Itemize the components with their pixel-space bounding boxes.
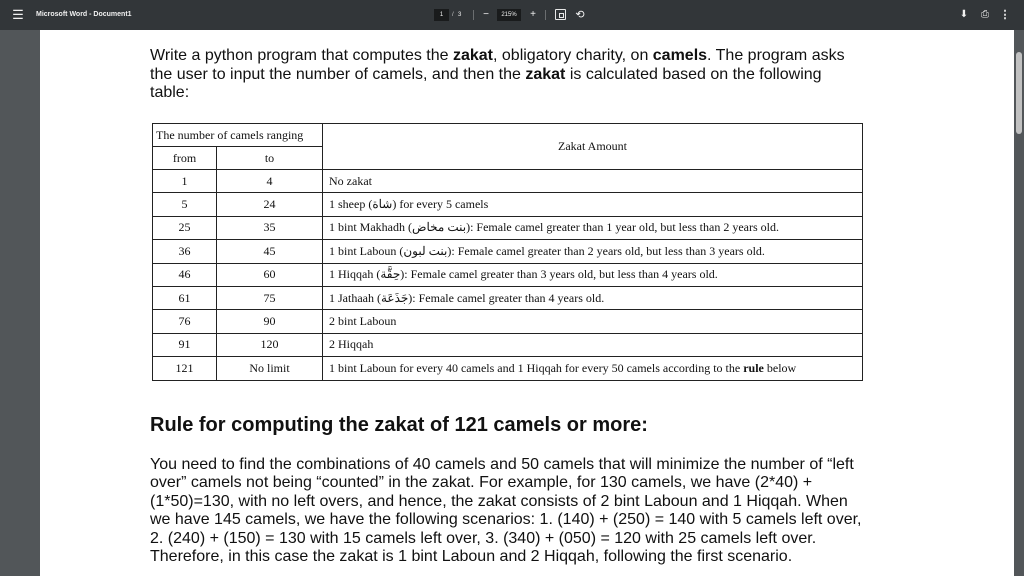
zoom-in-button[interactable]: + <box>530 9 536 20</box>
page-separator: / <box>452 12 454 18</box>
table-row <box>153 357 863 380</box>
download-icon[interactable]: ⬇ <box>959 9 969 20</box>
cell-amount: 1 bint Laboun (بنت لبون): Female camel greater than 2 years old, but less than 3 years old. <box>323 240 863 263</box>
cell-to: 4 <box>217 170 323 193</box>
more-vert-icon[interactable]: ⋮ <box>999 9 1011 21</box>
rotate-icon[interactable]: ⟲ <box>575 9 585 21</box>
cell-from: 5 <box>153 193 217 216</box>
cell-amount: 1 sheep (شاة) for every 5 camels <box>323 193 863 216</box>
cell-amount-text: 1 bint Laboun for every 40 camels and 1 Hiqqah for every 50 camels according to the <box>329 360 744 375</box>
zoom-level-input[interactable]: 215% <box>497 9 521 21</box>
table-row <box>153 193 863 216</box>
cell-to: 120 <box>217 333 323 356</box>
intro-text: Write a python program that computes the <box>150 47 453 64</box>
table-row <box>153 333 863 356</box>
pdf-toolbar <box>0 0 1024 30</box>
table-row <box>153 263 863 286</box>
intro-text: is calculated based on the following table: <box>150 65 822 101</box>
cell-amount-bold: rule <box>743 360 764 375</box>
cell-to: 90 <box>217 310 323 333</box>
page-total: 3 <box>458 12 462 18</box>
cell-from: 76 <box>153 310 217 333</box>
intro-bold: camels <box>652 47 708 64</box>
intro-text: . The program asks the user to input the number of camels, and then the <box>150 47 845 83</box>
cell-to: 75 <box>217 286 323 309</box>
rule-heading: Rule for computing the zakat of 121 camels or more: <box>150 414 648 436</box>
document-title: Microsoft Word - Document1 <box>36 11 132 18</box>
cell-amount-text: below <box>763 360 797 375</box>
table-row <box>153 170 863 193</box>
cell-to: 24 <box>217 193 323 216</box>
table-row <box>153 240 863 263</box>
cell-from: 121 <box>153 357 217 380</box>
intro-text: , obligatory charity, on <box>493 47 653 64</box>
cell-from: 61 <box>153 286 217 309</box>
header-from: from <box>153 147 217 170</box>
page-number-input[interactable]: 1 <box>434 9 449 21</box>
zakat-table <box>152 123 863 381</box>
header-to: to <box>217 147 323 170</box>
intro-bold: zakat <box>525 65 566 83</box>
intro-bold: zakat <box>452 47 493 64</box>
print-icon[interactable]: ⎙ <box>981 9 989 20</box>
header-amount: Zakat Amount <box>323 124 863 170</box>
cell-to: 60 <box>217 263 323 286</box>
cell-amount: 1 Hiqqah (حِقَّة): Female camel greater than 3 years old, but less than 4 years old. <box>323 263 863 286</box>
cell-amount: No zakat <box>323 170 863 193</box>
table-row <box>153 286 863 309</box>
rule-paragraph: You need to find the combinations of 40 camels and 50 camels that will minimize the number of “left over” camels not being “counted” in the zakat. For example, for 130 camels, we have (2*40) + (1*50)=130, with no left overs, and hence, the zakat consists of 2 bint Laboun and 1 Hiqqah. When we have 145 camels, we have the following scenarios: 1. (140) + (250) = 140 with 5 camels left over, 2. (240) + (150) = 130 with 15 camels left over, 3. (340) + (050) = 120 with 25 camels left over. Therefore, in this case the zakat is 1 bint Laboun and 2 Hiqqah, following the first scenario. <box>150 456 862 566</box>
cell-from: 36 <box>153 240 217 263</box>
cell-from: 46 <box>153 263 217 286</box>
zoom-out-button[interactable]: − <box>483 9 489 20</box>
intro-paragraph <box>150 47 860 103</box>
cell-to: No limit <box>217 357 323 380</box>
scrollbar-thumb[interactable] <box>1016 52 1022 134</box>
cell-amount: 1 Jathaah (جَذَعَة): Female camel greater than 4 years old. <box>323 286 863 309</box>
table-row <box>153 216 863 239</box>
table-header-row <box>153 124 863 147</box>
cell-from: 25 <box>153 216 217 239</box>
cell-amount: 2 Hiqqah <box>323 333 863 356</box>
cell-amount: 2 bint Laboun <box>323 310 863 333</box>
cell-from: 1 <box>153 170 217 193</box>
cell-from: 91 <box>153 333 217 356</box>
hamburger-icon[interactable]: ☰ <box>12 7 24 22</box>
toolbar-divider <box>473 10 474 20</box>
toolbar-divider <box>545 10 546 20</box>
fit-page-icon[interactable] <box>555 9 566 20</box>
cell-to: 45 <box>217 240 323 263</box>
cell-to: 35 <box>217 216 323 239</box>
header-range: The number of camels ranging <box>153 124 323 147</box>
document-page <box>40 30 1014 576</box>
table-row <box>153 310 863 333</box>
cell-amount: 1 bint Makhadh (بنت مخاض): Female camel greater than 1 year old, but less than 2 years old. <box>323 216 863 239</box>
cell-amount <box>323 357 863 380</box>
